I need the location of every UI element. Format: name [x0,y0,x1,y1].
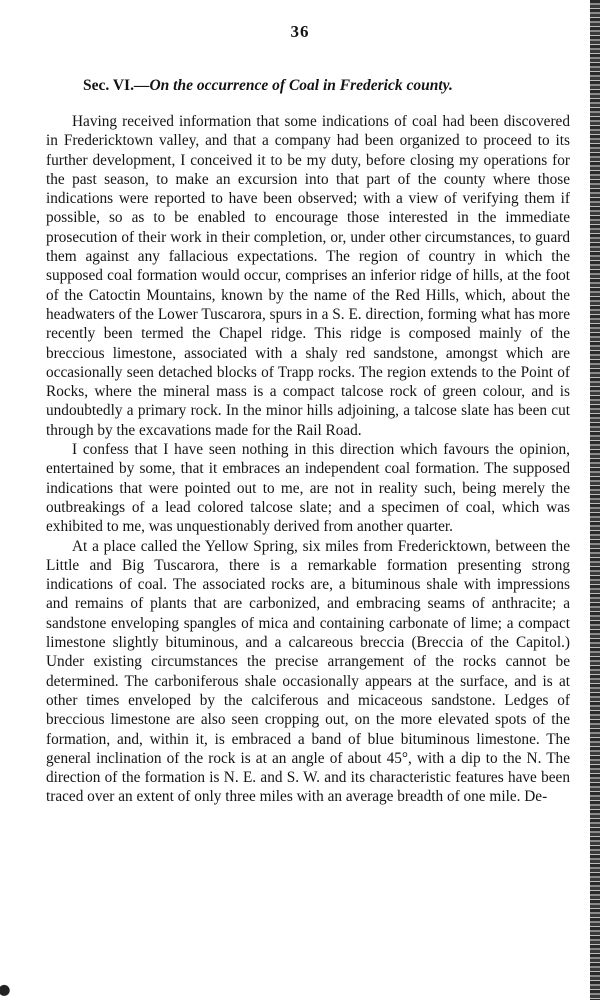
paragraph: At a place called the Yellow Spring, six miles from Fredericktown, between the Little and Big Tuscarora, there is a remarkable formation presenting strong indications of coal. The associated rocks are, a bituminous shale with impressions and remains of plants that are carbonized, and embracing seams of anthracite; a sandstone enveloping spangles of mica and containing carbonate of lime; a compact limestone slightly bituminous, and a calcareous breccia (Breccia of the Capitol.) Under existing circumstances the precise arrangement of the rocks cannot be determined. The carboniferous shale occasionally appears at the surface, and is at other times enveloped by the calciferous and micaceous sandstone. Ledges of breccious limestone are also seen cropping out, on the more elevated spots of the formation, and, within it, is embraced a band of blue bituminous limestone. The general inclination of the rock is at an angle of about 45°, with a dip to the N. The direction of the formation is N. E. and S. W. and its characteristic features have been traced over an extent of only three miles with an average breadth of one mile. De- [46,537,570,806]
section-heading [83,77,543,95]
section-label: Sec. VI. [83,77,134,94]
body-text [46,112,570,807]
section-title: —On the occurrence of Coal in Frederick county. [133,77,453,94]
page-edge-shadow [590,0,600,1000]
ink-blot-mark [0,982,14,996]
page-number: 36 [290,22,310,41]
paragraph: I confess that I have seen nothing in this direction which favours the opinion, entertained by some, that it embraces an independent coal formation. The supposed indications that were pointed out to me, are not in reality such, being merely the outbreakings of a lead colored talcose slate; and a specimen of coal, which was exhibited to me, was unquestionably derived from another quarter. [46,441,570,536]
paragraph: Having received information that some indications of coal had been discovered in Fredericktown valley, and that a company had been organized to proceed to its further development, I conceived it to be my duty, before closing my operations for the past season, to make an excursion into that part of the county where those indications were reported to have been observed; with a view of verifying them if possible, so as to be enabled to encourage those interested in the immediate prosecution of their work in their completion, or, under other circumstances, to guard them against any fallacious expectations. The region of country in which the supposed coal formation would occur, comprises an inferior ridge of hills, at the foot of the Catoctin Mountains, known by the name of the Red Hills, which, about the headwaters of the Lower Tuscarora, spurs in a S. E. direction, forming what has more recently been termed the Chapel ridge. This ridge is composed mainly of the breccious limestone, associated with a shaly red sandstone, amongst which are occasionally seen detached blocks of Trapp rocks. The region extends to the Point of Rocks, where the mineral mass is a compact talcose rock of green colour, and is undoubtedly a primary rock. In the minor hills adjoining, a talcose slate has been cut through by the excavations made for the Rail Road. [46,113,570,439]
